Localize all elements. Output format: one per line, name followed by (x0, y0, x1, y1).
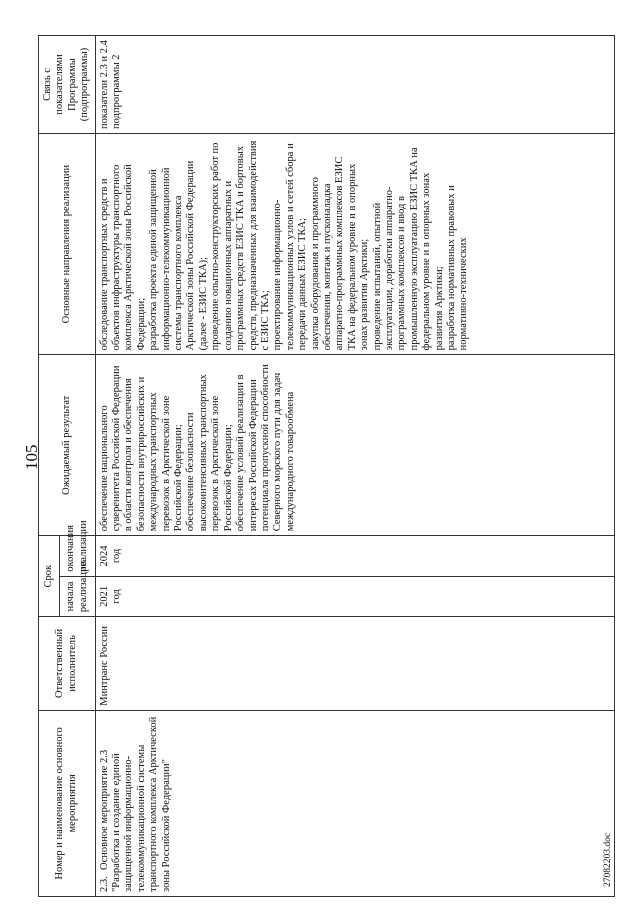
cell-directions (95, 133, 614, 354)
direction-item: проектирование информационно-телекоммуникационных узлов и сетей сбора и передачи данных ЕЗИС ТКА; (272, 143, 309, 351)
direction-item: проведение опытно-конструкторских работ по созданию новационных аппаратных и программных средств ЕЗИС ТКА и бортовых средств, предназначенных для взаимодействия с ЕЗИС ТКА; (210, 140, 271, 351)
result-item: обеспечение национального суверенитета Российской Федерации в области контроля и обеспечения безопасности внутрироссийских и международных транспортных перевозок в Арктической зоне Российской Федерации; (98, 365, 185, 532)
cell-indicators: показатели 2.3 и 2.4 подпрограммы 2 (95, 36, 614, 134)
header-row-1 (39, 36, 60, 897)
direction-item: закупка оборудования и программного обеспечения, монтаж и пусконаладка аппаратно-программных комплексов ЕЗИС ТКА на федеральном уровне и в опорных зонах развития Арктики; (309, 156, 371, 351)
cell-number-name (95, 710, 614, 896)
result-item: обеспечение условий реализации в интересах Российской Федерации потенциала пропускной способности Северного морского пути для задач международного товарообмена (235, 364, 296, 532)
header-indicators: Связь с показателями Программы (подпрограммы) (39, 36, 96, 134)
header-start: начала реализации (60, 576, 95, 616)
row-name: Основное мероприятие 2.3 "Разработка и создание единой защищенной информационно-телекоммуникационной системы транспортного комплекса Арктической зоны Российской Федерации" (98, 716, 172, 892)
header-executor: Ответственный исполнитель (39, 617, 96, 711)
document-id: 27082203.doc (603, 832, 613, 887)
activities-table (38, 35, 615, 897)
direction-item: проведение испытаний, опытной эксплуатации, доработки аппаратно-программных комплексов и ввод в промышленную эксплуатацию ЕЗИС ТКА на федеральном уровне и в опорных зонах развития Арктики; (371, 147, 445, 351)
cell-executor: Минтранс России (95, 617, 614, 711)
direction-item: разработка нормативных правовых и нормативно-технических (446, 185, 470, 351)
header-result: Ожидаемый результат (39, 355, 96, 536)
header-number-name: Номер и наименование основного мероприятия (39, 710, 96, 896)
direction-item: разработка проекта единой защищенной информационно-телекоммуникационной системы транспортного комплекса Арктической зоны Российской Федерации (далее - ЕЗИС ТКА); (148, 160, 209, 351)
page-number: 105 (22, 444, 41, 470)
header-srok: Срок (39, 536, 60, 617)
cell-result (95, 355, 614, 536)
direction-item: обследование транспортных средств и объектов инфраструктуры транспортного комплекса Арктической зоны Российской Федерации; (98, 164, 147, 351)
table-row (95, 36, 614, 897)
header-end: окончания реализации (60, 536, 95, 576)
result-item: обеспечение безопасности высокоинтенсивных транспортных перевозок в Арктической зоне Российской Федерации; (185, 374, 234, 532)
cell-start: 2021 год (95, 576, 614, 616)
cell-end: 2024 год (95, 536, 614, 576)
header-directions: Основные направления реализации (39, 133, 96, 354)
row-number: 2.3. (98, 876, 110, 892)
